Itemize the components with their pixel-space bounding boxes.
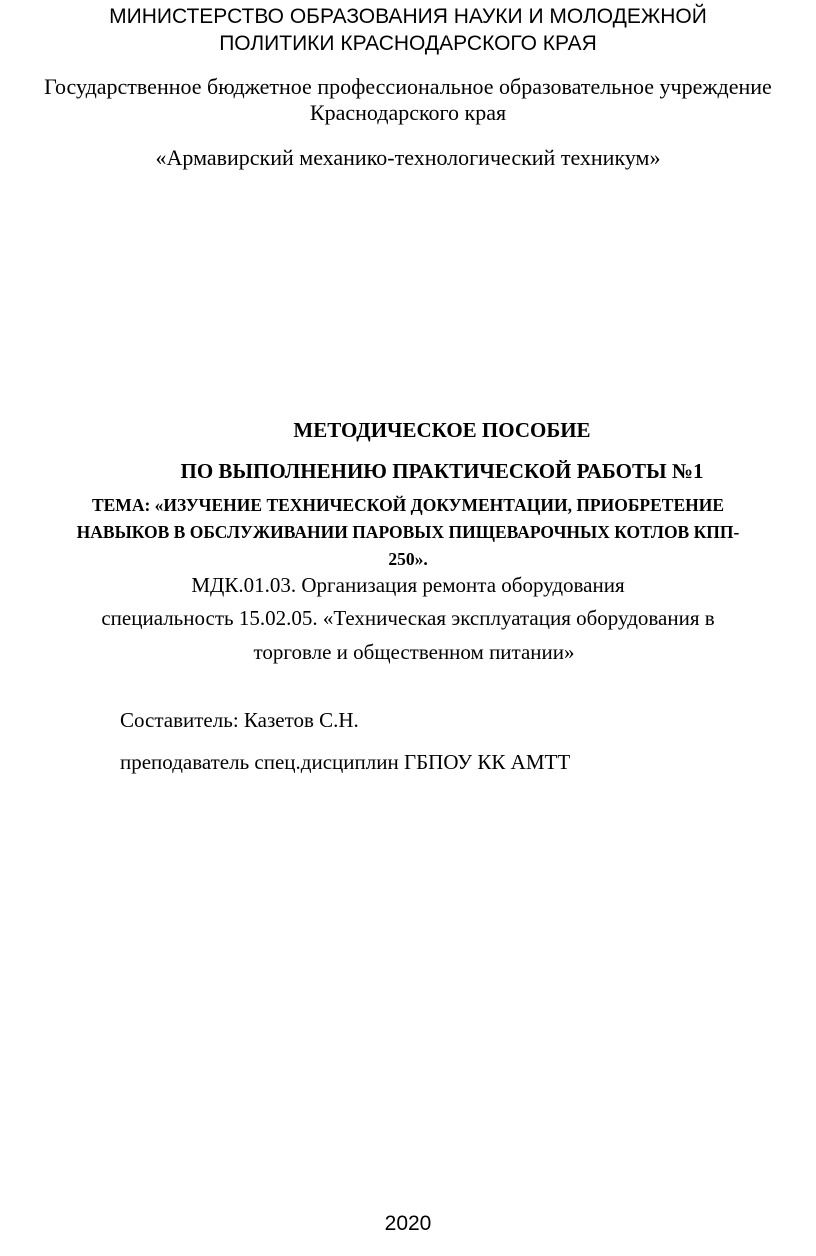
compiler-position: преподаватель спец.дисциплин ГБПОУ КК АМТТ <box>120 750 571 774</box>
institution-line-1: Государственное бюджетное профессиональное образовательное учреждение <box>44 74 772 99</box>
publication-year: 2020 <box>384 1212 432 1235</box>
mdk-course: МДК.01.03. Организация ремонта оборудования <box>191 573 625 597</box>
topic-line-1: ТЕМА: «ИЗУЧЕНИЕ ТЕХНИЧЕСКОЙ ДОКУМЕНТАЦИИ, ПРИОБРЕТЕНИЕ <box>91 495 725 515</box>
specialty-line-1: специальность 15.02.05. «Техническая эксплуатация оборудования в <box>101 606 715 630</box>
topic-line-3: 250». <box>388 549 428 569</box>
ministry-line-2: ПОЛИТИКИ КРАСНОДАРСКОГО КРАЯ <box>219 32 597 55</box>
topic-line-2: НАВЫКОВ В ОБСЛУЖИВАНИИ ПАРОВЫХ ПИЩЕВАРОЧНЫХ КОТЛОВ КПП- <box>76 522 740 542</box>
document-title: МЕТОДИЧЕСКОЕ ПОСОБИЕ <box>293 418 591 442</box>
institution-name: «Армавирский механико-технологический техникум» <box>155 145 661 170</box>
ministry-line-1: МИНИСТЕРСТВО ОБРАЗОВАНИЯ НАУКИ И МОЛОДЕЖНОЙ <box>109 5 707 28</box>
compiler-name: Составитель: Казетов С.Н. <box>120 708 359 732</box>
document-subtitle: ПО ВЫПОЛНЕНИЮ ПРАКТИЧЕСКОЙ РАБОТЫ №1 <box>180 459 704 483</box>
institution-line-2: Краснодарского края <box>309 100 507 125</box>
specialty-line-2: торговле и общественном питании» <box>253 640 575 664</box>
